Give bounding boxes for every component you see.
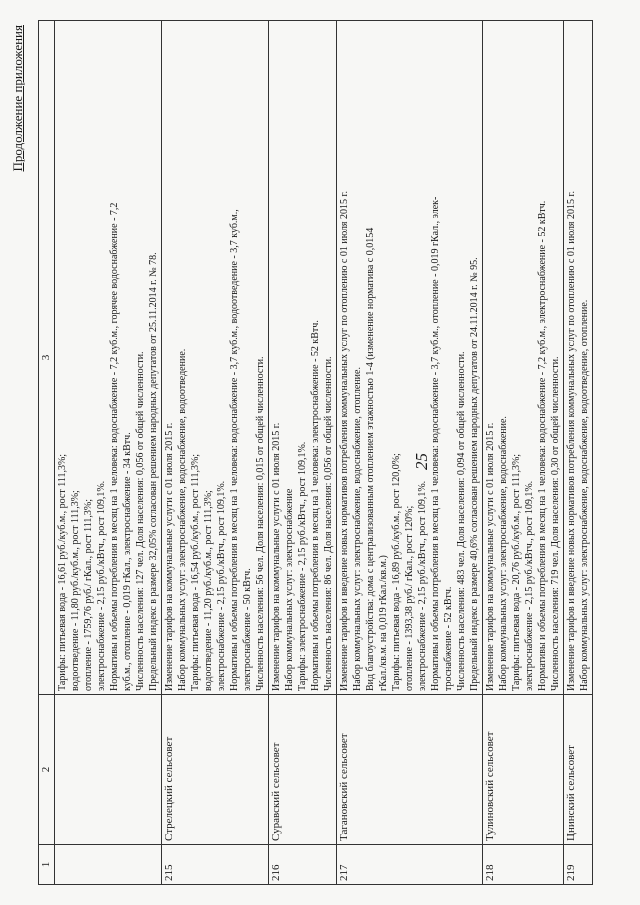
tariff-description: [162, 21, 269, 695]
municipality-name: Цнинский сельсовет: [564, 695, 593, 845]
tariff-table: [38, 20, 593, 885]
municipality-name: Стрелецкий сельсовет: [162, 695, 269, 845]
description-line: Предельный индекс в размере 32,05% согласован решением народных депутатов от 25.11.2014 г. № 78.: [148, 252, 159, 691]
table-row: [483, 21, 564, 885]
description-line: Изменение тарифов на коммунальные услуги с 01 июля 2015 г.: [271, 422, 282, 691]
description-line: Численность населения: 56 чел. Доля населения: 0,015 от общей численности.: [255, 356, 266, 691]
description-line: Изменение тарифов и введение новых нормативов потребления коммунальных услуг по отоплению с 01 июля 2015 г.: [566, 190, 577, 691]
row-number: 216: [269, 845, 337, 885]
description-line: Нормативы и объемы потребления в месяц на 1 человека: электроснабжение - 52 кВтч.: [310, 320, 321, 691]
description-line: троснабжение - 52 кВтч.: [443, 586, 454, 691]
description-line: отопление - 1759,76 руб./ гКал., рост 111,3%;: [83, 498, 94, 691]
table-body: [55, 21, 593, 885]
description-line: Набор коммунальных услуг: электроснабжение, водоснабжение, водоотведение.: [177, 348, 188, 691]
description-line: Набор коммунальных услуг: электроснабжение, водоснабжение, водоотведение, отопление.: [579, 299, 590, 691]
description-line: Набор коммунальных услуг: электроснабжение, водоснабжение, отопление.: [352, 367, 363, 691]
description-line: отопление - 1393,38 руб./ гКал., рост 120%;: [404, 505, 415, 691]
column-header-1: 1: [39, 845, 55, 885]
description-line: Нормативы и объемы потребления в месяц на 1 человека: водоснабжение - 3,7 куб.м., водоотведение - 3,7 куб.м.,: [229, 209, 240, 691]
description-line: Предельный индекс в размере 40,6% согласован решением народных депутатов от 24.11.2014 г. № 95.: [469, 257, 480, 691]
continuation-label: Продолжение приложения: [10, 25, 25, 172]
page-number: 25: [412, 453, 431, 470]
municipality-name: Тулиновский сельсовет: [483, 695, 564, 845]
tariff-description: [55, 21, 162, 695]
description-line: Изменение тарифов на коммунальные услуги с 01 июля 2015 г.: [164, 422, 175, 691]
row-number: 219: [564, 845, 593, 885]
row-number: 215: [162, 845, 269, 885]
column-header-2: 2: [39, 695, 55, 845]
tariff-description: [337, 21, 483, 695]
description-line: Тарифы: питьевая вода - 16,89 руб./куб.м., рост 120,0%;: [391, 453, 402, 691]
description-line: электроснабжение - 2,15 руб./кВтч., рост 109,1%.: [216, 480, 227, 691]
description-line: Нормативы и объемы потребления в месяц на 1 человека: водоснабжение - 7,2 куб.м., электроснабжение - 52 кВтч.: [537, 200, 548, 691]
table-row: [55, 21, 162, 885]
table-row: [337, 21, 483, 885]
description-line: электроснабжение - 50 кВтч.: [242, 568, 253, 691]
description-line: электроснабжение - 2,15 руб./кВтч., рост 109,1%.: [524, 480, 535, 691]
municipality-name: Тагановский сельсовет: [337, 695, 483, 845]
description-line: Нормативы и объемы потребления в месяц на 1 человека: водоснабжение - 3,7 куб.м., отопление - 0,019 гКал., элек-: [430, 196, 441, 691]
description-line: Вид благоустройства: дома с централизованным отоплением этажностью 1-4 (изменение норматива с 0,0154: [365, 227, 376, 691]
tariff-description: [269, 21, 337, 695]
continuation-heading: [10, 0, 26, 905]
description-line: водоотведение - 11,20 руб./куб.м., рост 111,3%;: [203, 490, 214, 691]
description-line: Нормативы и объемы потребления в месяц на 1 человека: водоснабжение - 7,2 куб.м., горячее водоснабжение - 7,2: [109, 202, 120, 691]
description-line: Изменение тарифов и введение новых нормативов потребления коммунальных услуг по отоплению с 01 июля 2015 г.: [339, 190, 350, 691]
description-line: Численность населения: 483 чел. Доля населения: 0,094 от общей численности.: [456, 351, 467, 691]
row-number: 217: [337, 845, 483, 885]
description-line: Набор коммунальных услуг: электроснабжение, водоснабжение.: [498, 416, 509, 691]
column-header-3: 3: [39, 21, 55, 695]
row-number: [55, 845, 162, 885]
description-line: электроснабжение - 2,15 руб./кВтч., рост 109,1%.: [417, 480, 428, 691]
description-line: Численность населения: 719 чел. Доля населения: 0,30 от общей численности.: [550, 356, 561, 691]
description-line: куб.м., отопление - 0,019 гКал., электроснабжение - 34 кВтч.: [122, 432, 133, 691]
table-row: [564, 21, 593, 885]
table-row: [269, 21, 337, 885]
description-line: Набор коммунальных услуг: электроснабжение: [284, 488, 295, 691]
municipality-name: [55, 695, 162, 845]
description-line: Тарифы: питьевая вода - 16,54 руб./куб.м., рост 111,3%;: [190, 453, 201, 691]
description-line: Тарифы: питьевая вода - 16,61 руб./куб.м., рост 111,3%;: [57, 453, 68, 691]
description-line: Численность населения: 86 чел. Доля населения: 0,056 от общей численности.: [323, 356, 334, 691]
tariff-description: [564, 21, 593, 695]
description-line: Изменение тарифов на коммунальные услуги с 01 июля 2015 г.: [485, 422, 496, 691]
municipality-name: Суравский сельсовет: [269, 695, 337, 845]
description-line: Численность населения: 127 чел. Доля населения: 0,056 от общей численности.: [135, 351, 146, 691]
tariff-description: [483, 21, 564, 695]
table-row: [162, 21, 269, 885]
description-line: электроснабжение - 2,15 руб./кВтч., рост 109,1%.: [96, 480, 107, 691]
description-line: Тарифы: электроснабжение - 2,15 руб./кВтч., рост 109,1%.: [297, 441, 308, 691]
row-number: 218: [483, 845, 564, 885]
description-line: гКал./кв.м. на 0,019 гКал./кв.м.): [378, 555, 389, 691]
table-header-row: [39, 21, 55, 885]
description-line: водоотведение - 11,80 руб./куб.м., рост 111,3%;: [70, 490, 81, 691]
description-line: Тарифы: питьевая вода - 20,76 руб./куб.м., рост 111,3%;: [511, 453, 522, 691]
